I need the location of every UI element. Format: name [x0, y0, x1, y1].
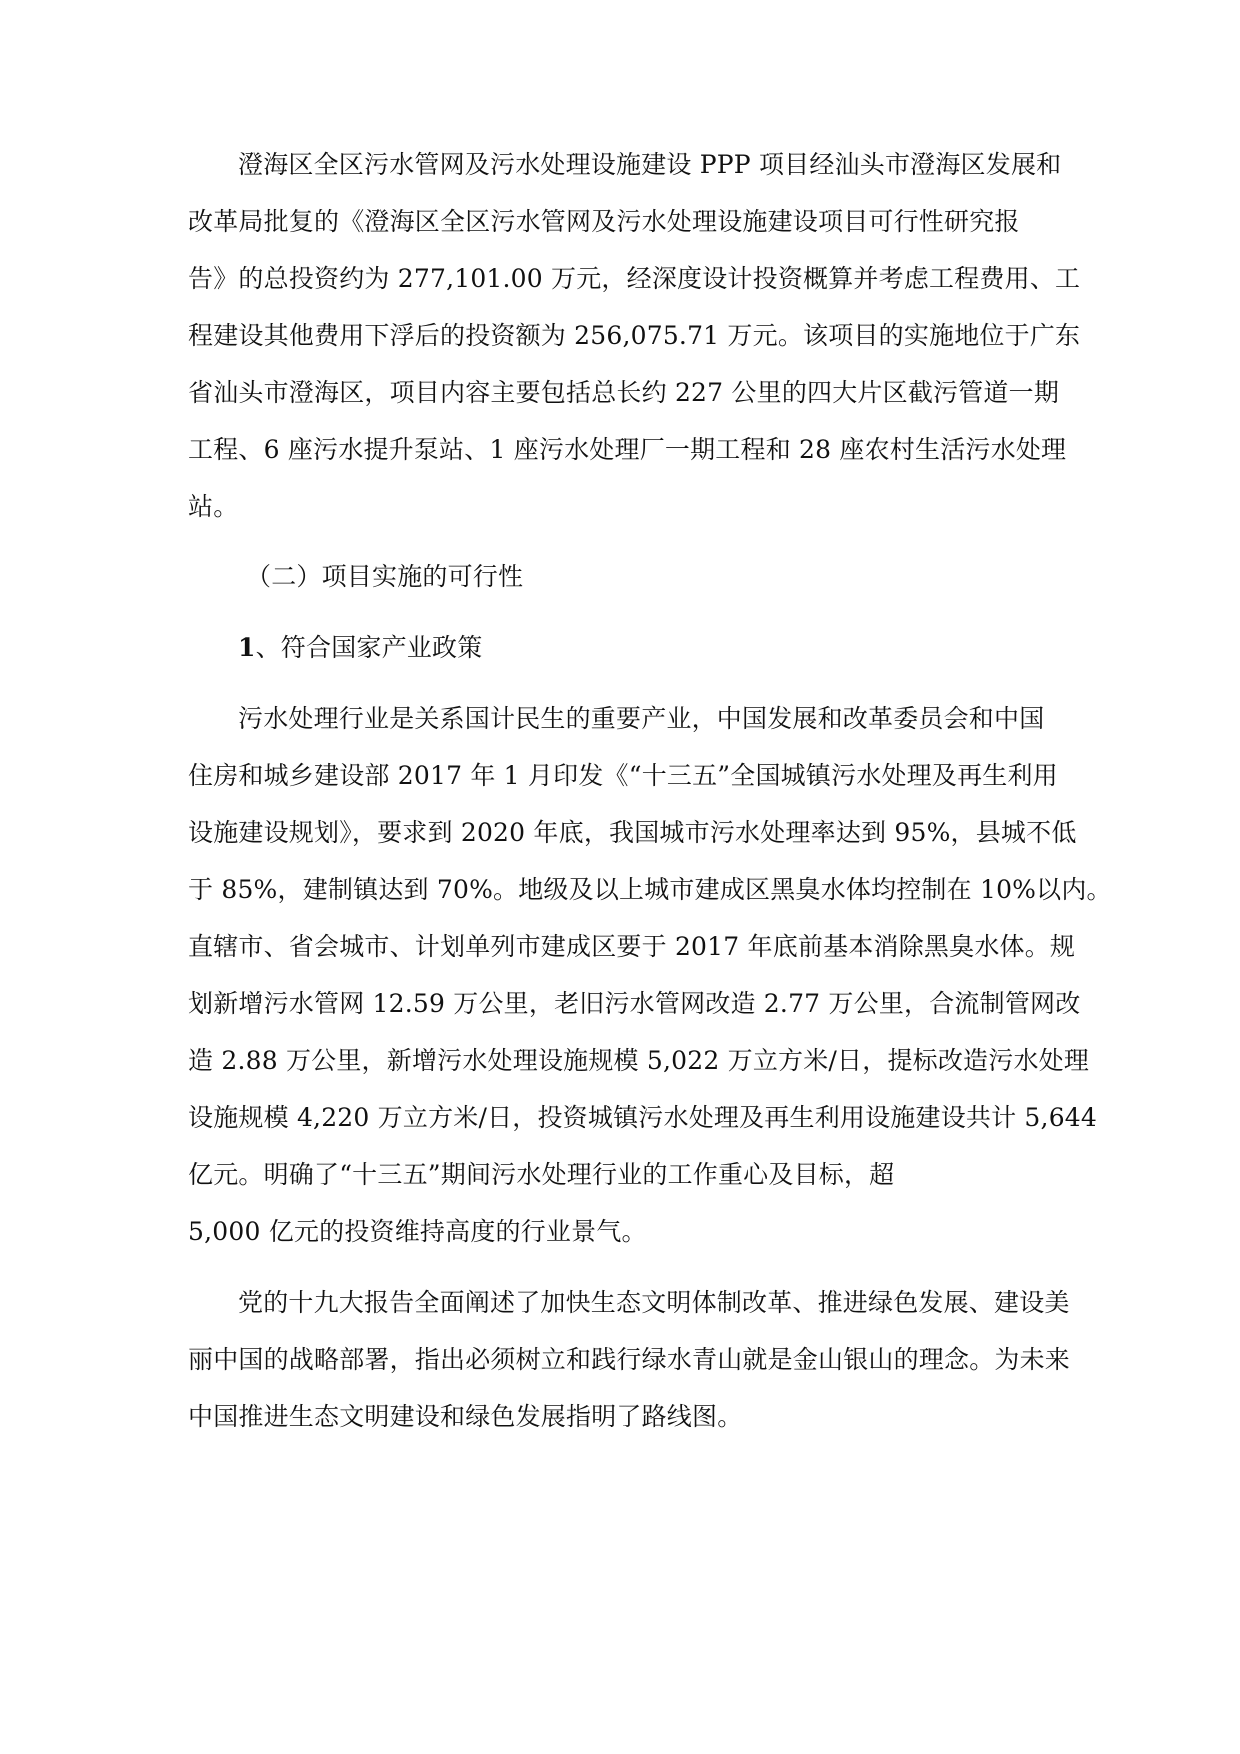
paragraph-2-line-5: 直辖市、省会城市、计划单列市建成区要于 2017 年底前基本消除黑臭水体。规: [188, 932, 1076, 961]
paragraph-2-line-3: 设施建设规划》，要求到 2020 年底，我国城市污水处理率达到 95%，县城不低: [188, 818, 1077, 847]
paragraph-2-line-2: 住房和城乡建设部 2017 年 1 月印发《“十三五”全国城镇污水处理及再生利用: [188, 761, 1058, 790]
paragraph-3-line-3: 中国推进生态文明建设和绿色发展指明了路线图。: [188, 1402, 743, 1431]
paragraph-1-line-7: 站。: [188, 492, 239, 521]
subheading-text: 、符合国家产业政策: [255, 633, 483, 662]
section-heading: （二）项目实施的可行性: [246, 562, 524, 591]
paragraph-2-line-1: 污水处理行业是关系国计民生的重要产业，中国发展和改革委员会和中国: [238, 704, 1045, 733]
paragraph-3-line-1: 党的十九大报告全面阐述了加快生态文明体制改革、推进绿色发展、建设美: [238, 1288, 1070, 1317]
paragraph-3-line-2: 丽中国的战略部署，指出必须树立和践行绿水青山就是金山银山的理念。为未来: [188, 1345, 1071, 1374]
paragraph-2-line-8: 设施规模 4,220 万立方米/日，投资城镇污水处理及再生利用设施建设共计 5,644: [188, 1103, 1098, 1132]
paragraph-1-line-3: 告》的总投资约为 277,101.00 万元，经深度设计投资概算并考虑工程费用、工: [188, 264, 1081, 293]
paragraph-2-line-4: 于 85%，建制镇达到 70%。地级及以上城市建成区黑臭水体均控制在 10%以内。: [188, 875, 1112, 904]
paragraph-2-line-10: 5,000 亿元的投资维持高度的行业景气。: [188, 1217, 647, 1246]
subheading-number: 1: [238, 633, 256, 662]
paragraph-1-line-4: 程建设其他费用下浮后的投资额为 256,075.71 万元。该项目的实施地位于广东: [188, 321, 1081, 350]
paragraph-2-line-6: 划新增污水管网 12.59 万公里，老旧污水管网改造 2.77 万公里，合流制管网改: [188, 989, 1081, 1018]
paragraph-2-line-7: 造 2.88 万公里，新增污水处理设施规模 5,022 万立方米/日，提标改造污水处理: [188, 1046, 1090, 1075]
paragraph-2-line-9: 亿元。明确了“十三五”期间污水处理行业的工作重心及目标，超: [188, 1160, 895, 1189]
paragraph-1-line-1: 澄海区全区污水管网及污水处理设施建设 PPP 项目经汕头市澄海区发展和: [238, 150, 1062, 179]
paragraph-1-line-5: 省汕头市澄海区，项目内容主要包括总长约 227 公里的四大片区截污管道一期: [188, 378, 1060, 407]
paragraph-1-line-6: 工程、6 座污水提升泵站、1 座污水处理厂一期工程和 28 座农村生活污水处理: [188, 435, 1067, 464]
subheading: [238, 630, 482, 666]
paragraph-1-line-2: 改革局批复的《澄海区全区污水管网及污水处理设施建设项目可行性研究报: [188, 207, 1020, 236]
